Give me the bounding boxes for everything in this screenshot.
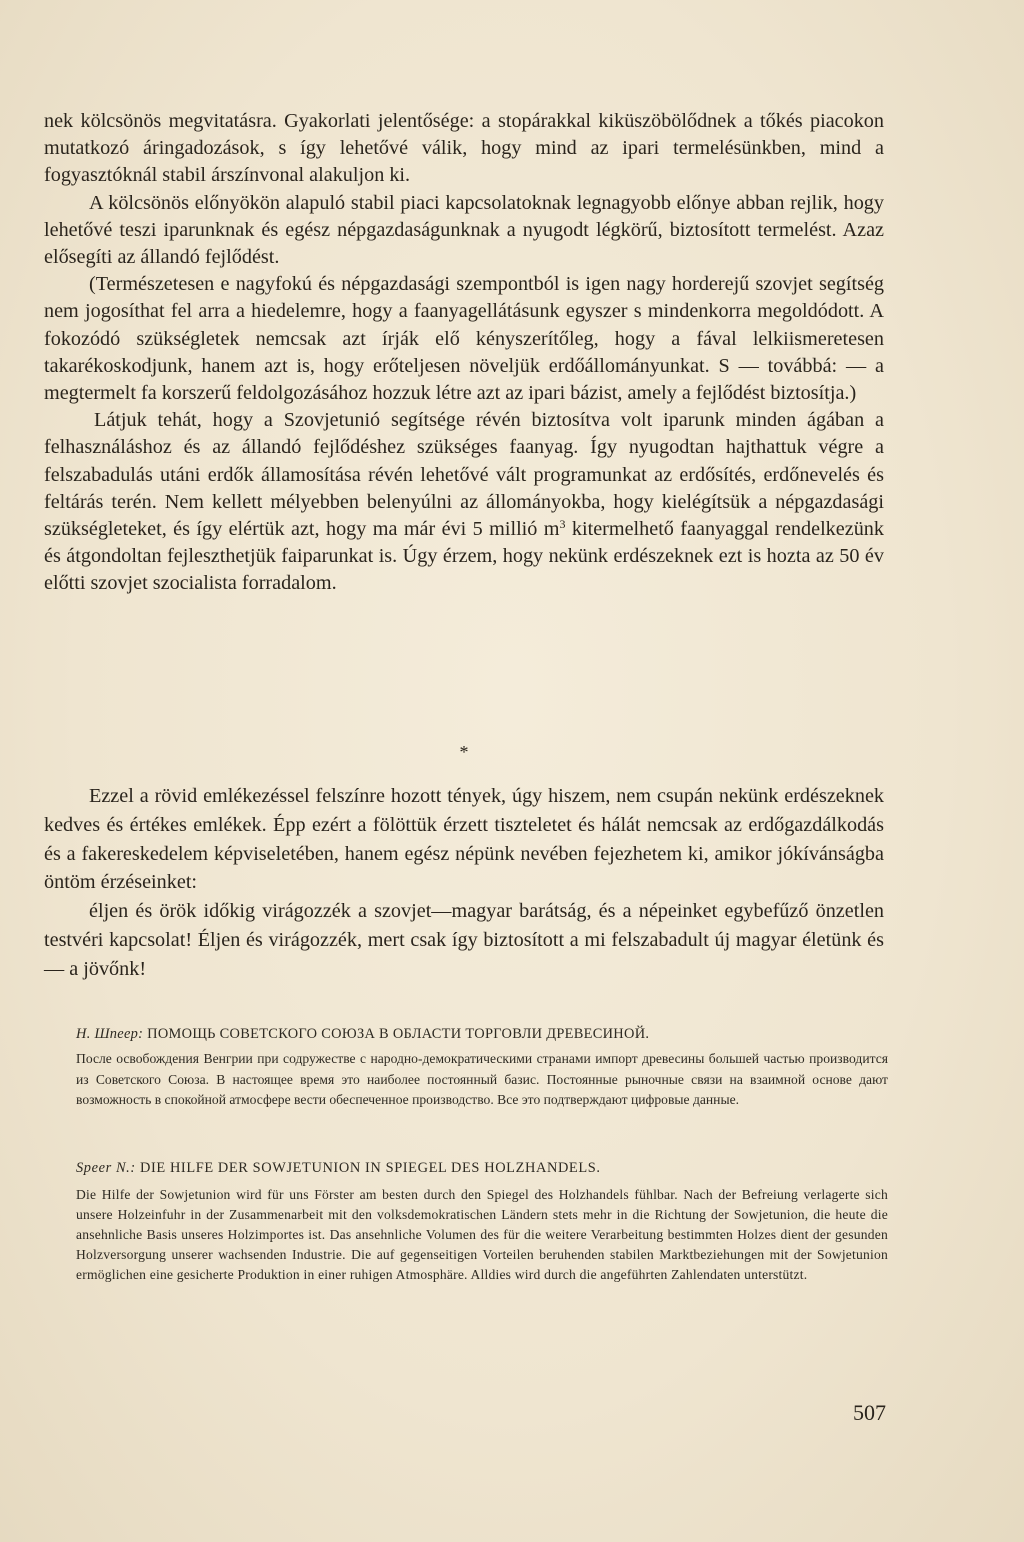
paragraph-4-text-b: kitermelhető faanyaggal rendelkezünk és átgondoltan fejleszthetjük faiparunkat is. Úgy érzem, hogy nekünk erdészeknek ezt is hozta az 50 év előtti szovjet szocialista forradalom. [44, 518, 884, 595]
summary-german-body: Die Hilfe der Sowjetunion wird für uns Förster am besten durch den Spiegel des Holzhandels fühlbar. Nach der Befreiung verlagerte sich unsere Holzeinfuhr in der Zusammenarbeit mit den volksdemokratischen Ländern stets mehr in die Richtung der Sowjetunion, die heute die ansehnliche Basis unseres Holzimportes ist. Das ansehnliche Volumen des für die weitere Verarbeitung bestimmten Holzes dient der gesunden Holzversorgung unserer wachsenden Industrie. Die auf gegenseitigen Vorteilen beruhenden stabilen Marktbeziehungen mit der Sowjetunion ermöglichen eine gesicherte Produktion in einer ruhigen Atmosphäre. Alldies wird durch die angeführten Zahlendaten unterstützt. [76, 1187, 888, 1282]
closing-paragraph-2: éljen és örök időkig virágozzék a szovjet—magyar barátság, és a népeinket egybefűző önzetlen testvéri kapcsolat! Éljen és virágozzék, mert csak így biztosított a mi felszabadult új magyar életünk és — a jövőnk! [44, 900, 884, 980]
closing-text-block [44, 782, 884, 984]
summary-russian-title: ПОМОЩЬ СОВЕТСКОГО СОЮЗА В ОБЛАСТИ ТОРГОВЛИ ДРЕВЕСИНОЙ. [147, 1026, 650, 1042]
main-text-block [44, 108, 884, 598]
page-number: 507 [853, 1400, 886, 1425]
summary-german [76, 1160, 888, 1285]
paragraph-4 [44, 407, 884, 597]
summary-german-author: Speer N.: [76, 1160, 136, 1176]
paragraph-4-text-a: Látjuk tehát, hogy a Szovjetunió segítsége révén biztosítva volt iparunk minden ágában a felhasználáshoz és az állandó fejlődéshez szükséges faanyag. Így nyugodtan hajthattuk végre a felszabadulás utáni erdők államosítása révén lehetővé vált programunkat az erdősítés, erdőnevelés és feltárás terén. Nem kellett mélyebben belenyúlni az állományokba, hogy kielégítsük a népgazdasági szükségleteket, és így elértük azt, hogy ma már évi 5 millió m [44, 409, 884, 541]
superscript-3: 3 [559, 517, 566, 532]
summary-german-heading [76, 1160, 888, 1177]
closing-paragraph-1: Ezzel a rövid emlékezéssel felszínre hozott tények, úgy hiszem, nem csupán nekünk erdészeknek kedves és értékes emlékek. Épp ezért a fölöttük érzett tiszteletet és hálát nemcsak az erdőgazdálkodás és a fakereskedelem képviseletében, hanem egész népünk nevében fejezhetem ki, amikor jókívánságba öntöm érzéseinket: [44, 785, 884, 894]
summary-russian [76, 1026, 888, 1111]
paragraph-3: (Természetesen e nagyfokú és népgazdasági szempontból is igen nagy horderejű szovjet segítség nem jogosíthat fel arra a hiedelemre, hogy a faanyagellátásunk egyszer s mindenkorra megoldódott. A fokozódó szükségletek nemcsak azt írják elő kényszerítőleg, hogy a fával lelkiismeretesen takarékoskodjunk, hanem azt is, hogy erőteljesen növeljük erdőállományunkat. S — továbbá: — a megtermelt fa korszerű feldolgozásához hozzuk létre azt az ipari bázist, amely a fejlődést biztosítja.) [44, 273, 884, 405]
paragraph-2: A kölcsönös előnyökön alapuló stabil piaci kapcsolatoknak legnagyobb előnye abban rejlik, hogy lehetővé teszi iparunknak és egész népgazdaságunknak a nyugodt légkörű, biztosított termelést. Azaz elősegíti az állandó fejlődést. [44, 191, 884, 269]
summary-russian-body: После освобождения Венгрии при содружестве с народно-демократическими странами импорт древесины большей частью производится из Советского Союза. В настоящее время это наиболее постоянный базис. Постоянные рыночные связи на взаимной основе дают возможность в спокойной атмосфере вести обеспеченное производство. Все это подтверждают цифровые данные. [76, 1051, 888, 1108]
paragraph-1: nek kölcsönös megvitatásra. Gyakorlati jelentősége: a stopárakkal kiküszöbölődnek a tőkés piacokon mutatkozó áringadozások, s így lehetővé válik, hogy mind az ipari termelésünkben, mind a fogyasztóknál stabil árszínvonal alakuljon ki. [44, 110, 884, 187]
summary-russian-heading [76, 1026, 888, 1043]
summary-german-title: DIE HILFE DER SOWJETUNION IN SPIEGEL DES HOLZHANDELS. [139, 1160, 601, 1176]
section-separator: * [459, 742, 469, 762]
summary-russian-author: Н. Шпеер: [76, 1026, 144, 1042]
